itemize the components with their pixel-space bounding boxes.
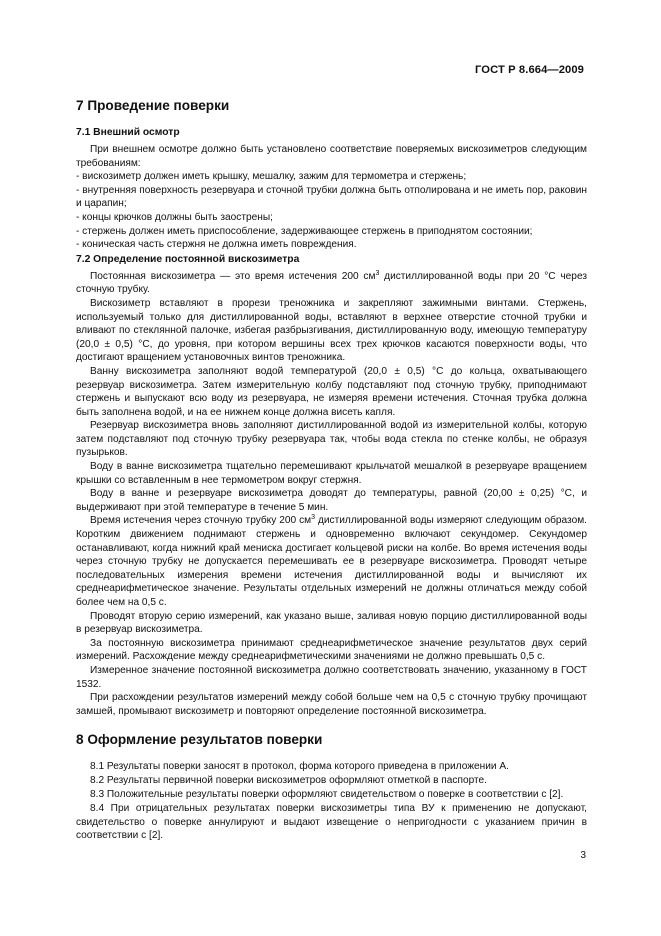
paragraph-7-2-6: Воду в ванне и резервуаре вискозиметра доводят до температуры, равной (20,00 ± 0,25) °С, и выдерживают при этой температуре в течение 5 мин. — [76, 488, 587, 513]
page-content — [76, 98, 587, 843]
section-8-title: 8 Оформление результатов поверки — [76, 732, 323, 748]
paragraph-8-2: 8.2 Результаты первичной поверки вискозиметров оформляют отметкой в паспорте. — [90, 774, 487, 786]
list-item: - внутренняя поверхность резервуара и сточной трубки должна быть отполирована и не иметь пор, раковин и царапин; — [76, 184, 587, 210]
paragraph-text: дистиллированной воды измеряют следующим образом. Коротким движением поднимают стержень и одновременно включают секундомер. Секундомер останавливают, когда нижний край мениска достигает кольцевой риски на колбе. Во время истечения воды через сточную трубку не допускается перемешивать ее в резервуаре вискозиметра. Проводят четыре последовательных измерения времени истечения дистиллированной воды и вычисляют их среднеарифметическое значение. Результаты отдельных измерений не должны отличаться между собой более чем на 0,5 с. — [76, 515, 587, 608]
paragraph-7-2-4: Резервуар вискозиметра вновь заполняют дистиллированной водой из измерительной колбы, которую затем подставляют под сточную трубку резервуара так, чтобы вода стекла по стенке колбы, не образуя пузырьков. — [76, 420, 587, 459]
subsection-7-2-title: 7.2 Определение постоянной вискозиметра — [76, 253, 300, 265]
paragraph-7-2-3: Ванну вискозиметра заполняют водой температурой (20,0 ± 0,5) °С до кольца, охватывающего резервуар вискозиметра. Затем измерительную колбу подставляют под сточную трубку, приподнимают стержень и выпускают всю воду из резервуара, не измеряя времени истечения. Сточная трубка должна быть заполнена водой, и на ее нижнем конце должна висеть капля. — [76, 365, 587, 418]
page-number: 3 — [580, 850, 586, 861]
superscript: 3 — [375, 269, 380, 277]
paragraph-8-1: 8.1 Результаты поверки заносят в протокол, форма которого приведена в приложении А. — [90, 761, 509, 773]
list-item: - вискозиметр должен иметь крышку, мешалку, зажим для термометра и стержень; — [76, 171, 467, 183]
list-item: - стержень должен иметь приспособление, задерживающее стержень в приподнятом состоянии; — [76, 225, 533, 237]
paragraph-7-2-7 — [76, 514, 587, 609]
paragraph-7-2-8: Проводят вторую серию измерений, как указано выше, заливая новую порцию дистиллированной воды в резервуар вискозиметра. — [76, 610, 587, 636]
paragraph-7-2-1 — [76, 270, 587, 297]
paragraph-7-2-11: При расхождении результатов измерений между собой больше чем на 0,5 с сточную трубку прочищают замшей, промывают вискозиметр и повторяют определение постоянной вискозиметра. — [76, 692, 587, 717]
section-8 — [76, 732, 587, 843]
paragraph-text: Постоянная вискозиметра — это время истечения 200 см — [90, 270, 376, 282]
subsection-7-1-title: 7.1 Внешний осмотр — [76, 127, 180, 138]
paragraph-8-4: 8.4 При отрицательных результатах поверки вискозиметры типа ВУ к применению не допускают, свидетельство о поверке аннулируют и выдают извещение о непригодности с указанием причин в соответствии с [2]. — [76, 803, 587, 842]
paragraph-8-3: 8.3 Положительные результаты поверки оформляют свидетельством о поверке в соответствии с [2]. — [90, 788, 564, 800]
document-header: ГОСТ Р 8.664—2009 — [475, 64, 584, 76]
paragraph-7-2-9: За постоянную вискозиметра принимают среднеарифметическое значение результатов двух серий измерений. Расхождение между среднеарифметическими значениями не должно превышать 0,5 с. — [76, 637, 587, 663]
paragraph-7-2-2: Вискозиметр вставляют в прорези треножника и закрепляют зажимными винтами. Стержень, используемый только для дистиллированной воды, вставляют в верхнее отверстие сточной трубки и вливают по стеклянной палочке, избегая разбрызгивания, дистиллированную воду, имеющую температуру (20,0 ± 0,5) °С, до уровня, при котором вершины всех трех крючков касаются поверхности воды, что достигают вращением установочных винтов треножника. — [76, 297, 587, 364]
paragraph-text: дистиллированной воды при 20 °С через сточную трубку. — [76, 270, 587, 296]
paragraph-7-2-10: Измеренное значение постоянной вискозиметра должно соответствовать значению, указанному в ГОСТ 1532. — [76, 664, 587, 690]
superscript: 3 — [311, 514, 316, 522]
paragraph-text: Время истечения через сточную трубку 200 см — [90, 515, 312, 527]
paragraph-7-1-intro: При внешнем осмотре должно быть установлено соответствие поверяемых вискозиметров следующим требованиям: — [76, 144, 587, 169]
paragraph-7-2-5: Воду в ванне вискозиметра тщательно перемешивают крыльчатой мешалкой в резервуаре вращением крышки со вставленным в нее термометром вокруг стержня. — [76, 461, 587, 486]
list-item: - концы крючков должны быть заострены; — [76, 211, 273, 223]
list-item: - коническая часть стержня не должна иметь повреждения. — [76, 239, 357, 251]
section-7-title: 7 Проведение поверки — [76, 98, 230, 113]
